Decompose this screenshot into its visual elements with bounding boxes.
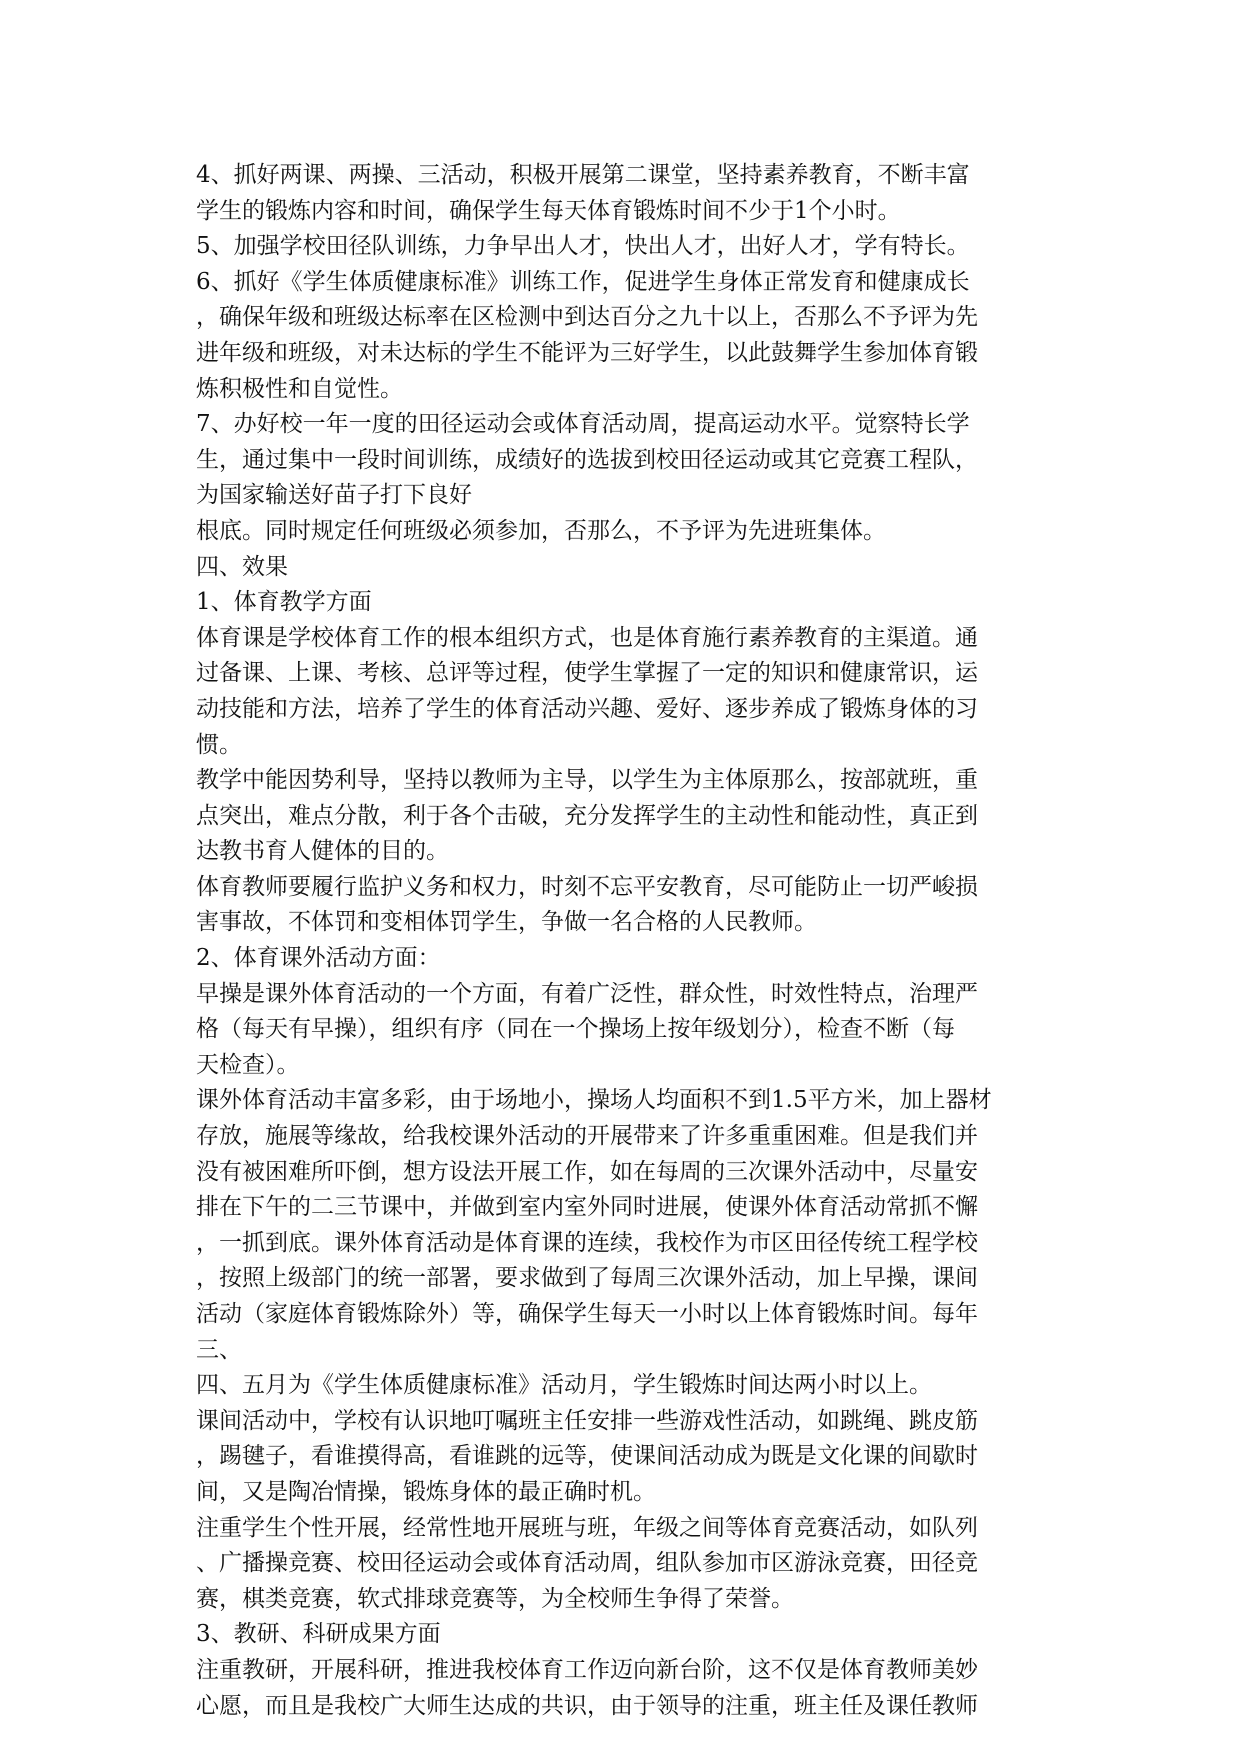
text-line: ，按照上级部门的统一部署，要求做到了每周三次课外活动，加上早操，课间 bbox=[196, 1265, 978, 1292]
text-line: 、广播操竞赛、校田径运动会或体育活动周，组队参加市区游泳竞赛，田径竞 bbox=[196, 1550, 978, 1577]
text-line: 三、 bbox=[196, 1336, 242, 1363]
text-line: 5、加强学校田径队训练，力争早出人才，快出人才，出好人才，学有特长。 bbox=[196, 233, 970, 260]
text-line: 赛，棋类竞赛，软式排球竞赛等，为全校师生争得了荣誉。 bbox=[196, 1585, 794, 1612]
text-line: 生，通过集中一段时间训练，成绩好的选拔到校田径运动或其它竞赛工程队， bbox=[196, 446, 978, 473]
text-line: 心愿，而且是我校广大师生达成的共识，由于领导的注重，班主任及课任教师 bbox=[196, 1692, 978, 1719]
text-line: 达教书育人健体的目的。 bbox=[196, 838, 449, 865]
text-line: 教学中能因势利导，坚持以教师为主导，以学生为主体原那么，按部就班，重 bbox=[196, 767, 978, 794]
text-line: 7、办好校一年一度的田径运动会或体育活动周，提高运动水平。觉察特长学 bbox=[196, 411, 970, 438]
text-line: 格（每天有早操），组织有序（同在一个操场上按年级划分），检查不断（每 bbox=[196, 1016, 955, 1043]
text-line: 惯。 bbox=[196, 731, 242, 758]
text-line: 3、教研、科研成果方面 bbox=[196, 1621, 441, 1648]
text-line: 体育教师要履行监护义务和权力，时刻不忘平安教育，尽可能防止一切严峻损 bbox=[196, 873, 978, 900]
text-line: 课间活动中，学校有认识地叮嘱班主任安排一些游戏性活动，如跳绳、跳皮筋 bbox=[196, 1407, 978, 1434]
text-line: 课外体育活动丰富多彩，由于场地小，操场人均面积不到1.5平方米，加上器材 bbox=[196, 1087, 992, 1114]
text-line: 进年级和班级，对未达标的学生不能评为三好学生，以此鼓舞学生参加体育锻 bbox=[196, 339, 978, 366]
text-line: 根底。同时规定任何班级必须参加，否那么，不予评为先进班集体。 bbox=[196, 517, 886, 544]
text-line: 体育课是学校体育工作的根本组织方式，也是体育施行素养教育的主渠道。通 bbox=[196, 624, 978, 651]
text-line: 早操是课外体育活动的一个方面，有着广泛性，群众性，时效性特点，治理严 bbox=[196, 980, 978, 1007]
text-line: ，确保年级和班级达标率在区检测中到达百分之九十以上，否那么不予评为先 bbox=[196, 304, 978, 331]
text-line: 点突出，难点分散，利于各个击破，充分发挥学生的主动性和能动性，真正到 bbox=[196, 802, 978, 829]
text-line: 害事故，不体罚和变相体罚学生，争做一名合格的人民教师。 bbox=[196, 909, 817, 936]
text-line: 炼积极性和自觉性。 bbox=[196, 375, 403, 402]
text-line: 注重教研，开展科研，推进我校体育工作迈向新台阶，这不仅是体育教师美妙 bbox=[196, 1656, 978, 1683]
text-line: ，踢毽子，看谁摸得高，看谁跳的远等，使课间活动成为既是文化课的间歇时 bbox=[196, 1443, 978, 1470]
text-line: 四、效果 bbox=[196, 553, 288, 580]
text-line: 天检查）。 bbox=[196, 1051, 300, 1078]
document-page bbox=[196, 158, 1046, 1724]
text-line: 间，又是陶冶情操，锻炼身体的最正确时机。 bbox=[196, 1478, 656, 1505]
text-line: 为国家输送好苗子打下良好 bbox=[196, 482, 472, 509]
text-line: 6、抓好《学生体质健康标准》训练工作，促进学生身体正常发育和健康成长 bbox=[196, 268, 970, 295]
text-line: ，一抓到底。课外体育活动是体育课的连续，我校作为市区田径传统工程学校 bbox=[196, 1229, 978, 1256]
text-line: 学生的锻炼内容和时间，确保学生每天体育锻炼时间不少于1个小时。 bbox=[196, 197, 901, 224]
text-line: 4、抓好两课、两操、三活动，积极开展第二课堂，坚持素养教育，不断丰富 bbox=[196, 162, 970, 188]
text-line: 四、五月为《学生体质健康标准》活动月，学生锻炼时间达两小时以上。 bbox=[196, 1372, 932, 1399]
text-line: 存放，施展等缘故，给我校课外活动的开展带来了许多重重困难。但是我们并 bbox=[196, 1123, 978, 1150]
text-line: 1、体育教学方面 bbox=[196, 589, 372, 616]
text-line: 动技能和方法，培养了学生的体育活动兴趣、爱好、逐步养成了锻炼身体的习 bbox=[196, 695, 978, 722]
text-line: 2、体育课外活动方面： bbox=[196, 945, 441, 972]
text-line: 过备课、上课、考核、总评等过程，使学生掌握了一定的知识和健康常识，运 bbox=[196, 660, 978, 687]
text-line: 没有被困难所吓倒，想方设法开展工作，如在每周的三次课外活动中，尽量安 bbox=[196, 1158, 978, 1185]
text-line: 注重学生个性开展，经常性地开展班与班，年级之间等体育竞赛活动，如队列 bbox=[196, 1514, 978, 1541]
text-line: 活动（家庭体育锻炼除外）等，确保学生每天一小时以上体育锻炼时间。每年 bbox=[196, 1301, 978, 1327]
text-line: 排在下午的二三节课中，并做到室内室外同时进展，使课外体育活动常抓不懈 bbox=[196, 1194, 978, 1221]
